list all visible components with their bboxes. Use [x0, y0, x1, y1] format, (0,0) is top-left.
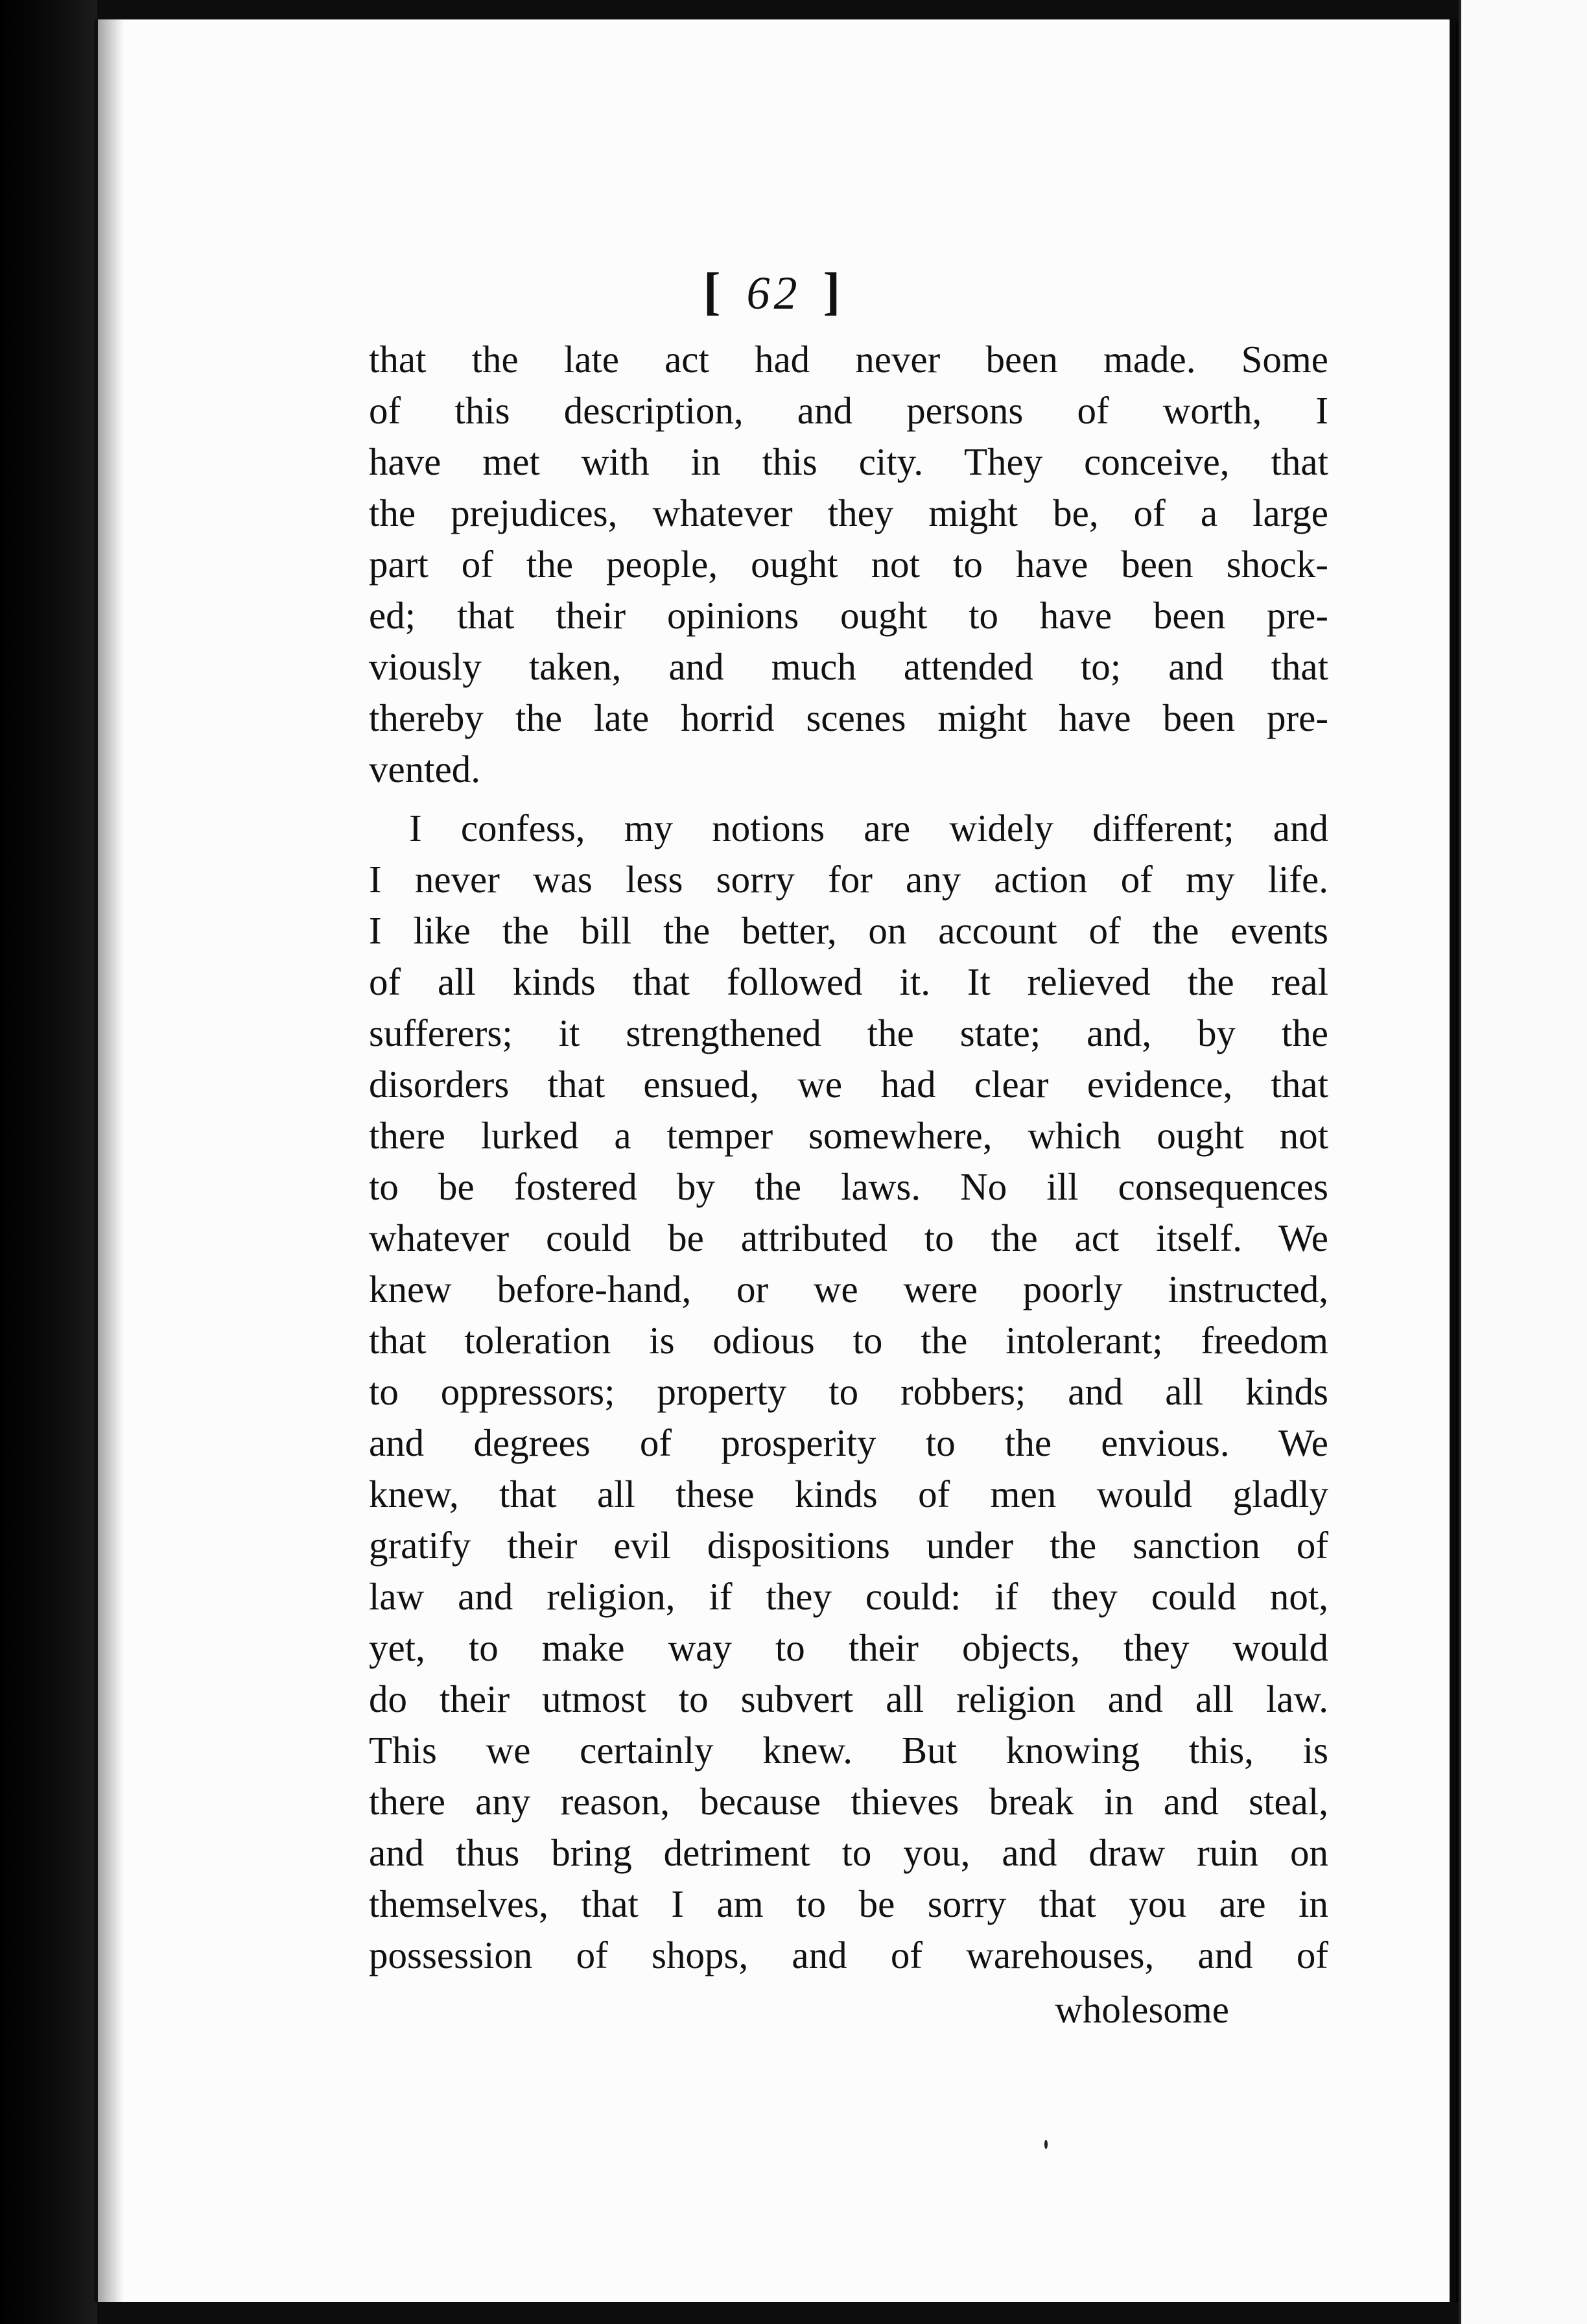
scan-bottom-edge [97, 2302, 1459, 2324]
paragraph [369, 334, 1328, 795]
text-line: of this description, and persons of worth, I [369, 389, 1328, 432]
text-line: thereby the late horrid scenes might have been pre- [369, 696, 1328, 739]
page-number-left-bracket: [ [703, 263, 725, 320]
gutter-shadow [98, 19, 124, 2302]
catchword: wholesome [1055, 1988, 1229, 2031]
text-line: to oppressors; property to robbers; and all kinds [369, 1370, 1328, 1413]
book-binding [0, 0, 97, 2324]
text-line: that toleration is odious to the intolerant; freedom [369, 1319, 1328, 1362]
text-line: I never was less sorry for any action of my life. [369, 858, 1328, 901]
text-line: This we certainly knew. But knowing this, is [369, 1729, 1328, 1772]
text-line: and degrees of prosperity to the envious. We [369, 1421, 1328, 1464]
facing-page-edge [1459, 0, 1587, 2324]
paragraph-gap [369, 795, 1328, 803]
text-line: I confess, my notions are widely different; and [409, 807, 1328, 849]
body-text [369, 334, 1328, 1981]
text-line: sufferers; it strengthened the state; and, by the [369, 1012, 1328, 1054]
text-line: there any reason, because thieves break in and steal, [369, 1780, 1328, 1823]
text-line: yet, to make way to their objects, they would [369, 1626, 1328, 1669]
scan-top-edge [97, 0, 1459, 21]
text-line: do their utmost to subvert all religion and all law. [369, 1678, 1328, 1720]
text-line: knew before-hand, or we were poorly instructed, [369, 1268, 1328, 1310]
page-number: 62 [746, 267, 801, 319]
text-line: whatever could be attributed to the act itself. We [369, 1216, 1328, 1259]
text-line: have met with in this city. They conceive, that [369, 440, 1328, 483]
text-line: ed; that their opinions ought to have been pre- [369, 594, 1328, 637]
text-line: viously taken, and much attended to; and that [369, 645, 1328, 688]
text-line: gratify their evil dispositions under the sanction of [369, 1524, 1328, 1567]
text-line: and thus bring detriment to you, and draw ruin on [369, 1831, 1328, 1874]
text-line: that the late act had never been made. Some [369, 338, 1328, 381]
text-line: possession of shops, and of warehouses, and of [369, 1934, 1328, 1976]
text-line: vented. [369, 748, 481, 790]
text-line: knew, that all these kinds of men would gladly [369, 1473, 1328, 1515]
page-number-right-bracket: ] [823, 263, 845, 320]
text-line: disorders that ensued, we had clear evidence, that [369, 1063, 1328, 1106]
paragraph [369, 803, 1328, 1981]
text-line: of all kinds that followed it. It relieved the real [369, 960, 1328, 1003]
book-page [94, 19, 1456, 2302]
text-line: there lurked a temper somewhere, which ought not [369, 1114, 1328, 1157]
text-line: themselves, that I am to be sorry that you are in [369, 1882, 1328, 1925]
text-line: law and religion, if they could: if they could not, [369, 1575, 1328, 1618]
page-number-header [98, 263, 1450, 322]
text-line: I like the bill the better, on account of the events [369, 909, 1328, 952]
text-line: the prejudices, whatever they might be, of a large [369, 492, 1328, 534]
ink-speck [1044, 2140, 1048, 2149]
text-line: part of the people, ought not to have been shock- [369, 543, 1328, 586]
text-line: to be fostered by the laws. No ill consequences [369, 1165, 1328, 1208]
